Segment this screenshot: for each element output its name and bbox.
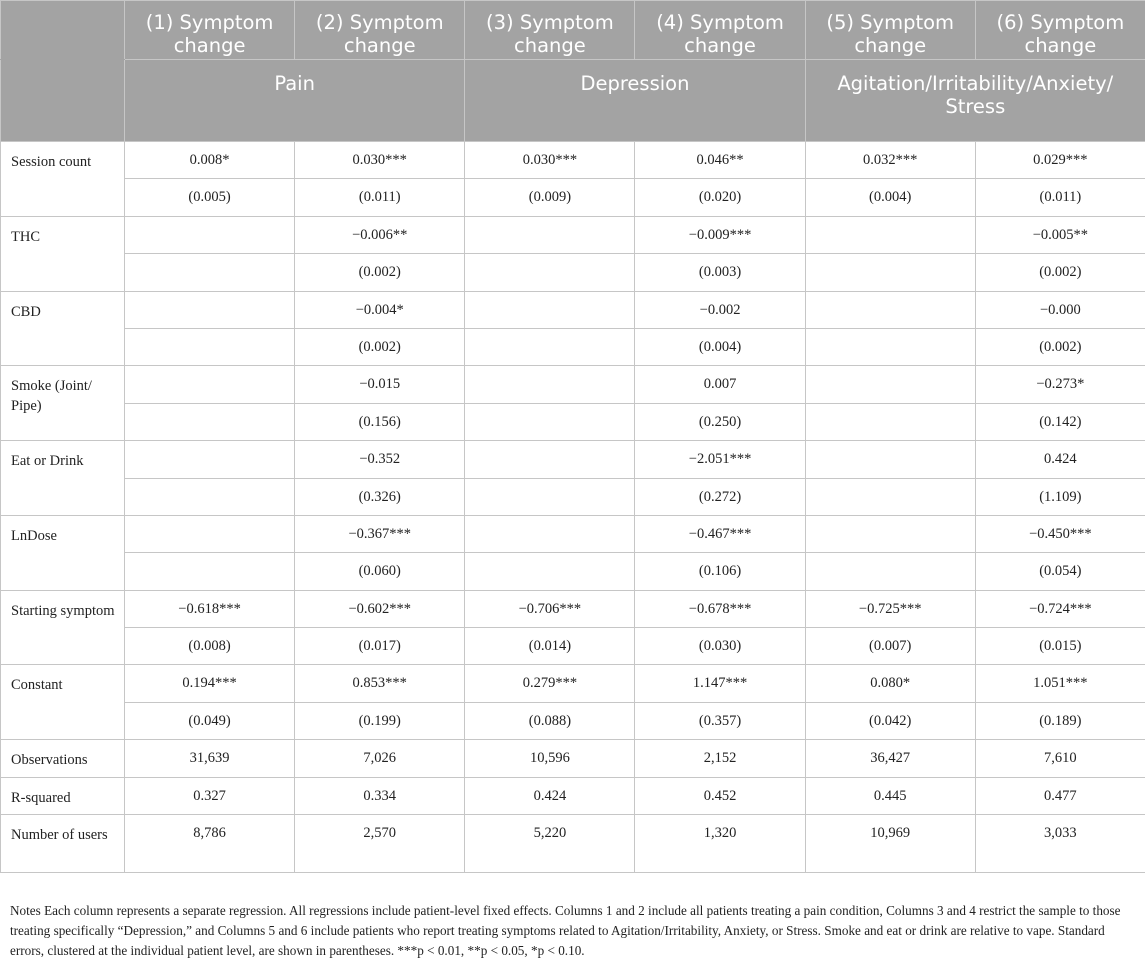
coefficient-cell: −0.009***	[635, 216, 805, 253]
coefficient-cell	[465, 216, 635, 253]
standard-error-cell: (0.005)	[125, 179, 295, 216]
standard-error-cell: (1.109)	[975, 478, 1145, 515]
coefficient-cell	[805, 291, 975, 328]
standard-error-cell	[465, 328, 635, 365]
stat-cell: 0.445	[805, 777, 975, 814]
coefficient-cell: 0.008*	[125, 142, 295, 179]
row-label: Session count	[1, 142, 125, 217]
standard-error-cell: (0.054)	[975, 553, 1145, 590]
standard-error-cell: (0.008)	[125, 628, 295, 665]
standard-error-cell	[125, 254, 295, 291]
standard-error-cell	[465, 254, 635, 291]
row-label: LnDose	[1, 515, 125, 590]
coefficient-cell: −0.450***	[975, 515, 1145, 552]
standard-error-cell: (0.272)	[635, 478, 805, 515]
table-row	[1, 515, 1145, 552]
table-row	[1, 291, 1145, 328]
table-row	[1, 740, 1145, 777]
standard-error-cell: (0.002)	[975, 254, 1145, 291]
coefficient-cell: 0.853***	[295, 665, 465, 702]
coefficient-cell	[805, 216, 975, 253]
stat-cell: 7,026	[295, 740, 465, 777]
standard-error-cell: (0.004)	[635, 328, 805, 365]
column-header: (3) Symptom change	[465, 1, 635, 60]
coefficient-cell: 0.194***	[125, 665, 295, 702]
coefficient-cell: −0.618***	[125, 590, 295, 627]
standard-error-cell: (0.002)	[295, 328, 465, 365]
coefficient-cell: 1.051***	[975, 665, 1145, 702]
coefficient-cell	[125, 216, 295, 253]
standard-error-cell: (0.357)	[635, 702, 805, 739]
table-row	[1, 366, 1145, 403]
stat-cell: 31,639	[125, 740, 295, 777]
standard-error-cell: (0.004)	[805, 179, 975, 216]
table-row	[1, 665, 1145, 702]
coefficient-cell: 0.424	[975, 441, 1145, 478]
coefficient-cell	[465, 366, 635, 403]
stat-cell: 36,427	[805, 740, 975, 777]
coefficient-cell: −0.004*	[295, 291, 465, 328]
coefficient-cell: 0.030***	[465, 142, 635, 179]
standard-error-cell: (0.009)	[465, 179, 635, 216]
standard-error-cell	[805, 254, 975, 291]
standard-error-cell: (0.014)	[465, 628, 635, 665]
row-label: Constant	[1, 665, 125, 740]
group-header-depression: Depression	[465, 60, 805, 142]
standard-error-cell: (0.011)	[975, 179, 1145, 216]
table-row	[1, 254, 1145, 291]
coefficient-cell: −0.352	[295, 441, 465, 478]
coefficient-cell: 0.007	[635, 366, 805, 403]
group-header-pain: Pain	[125, 60, 465, 142]
standard-error-cell: (0.156)	[295, 403, 465, 440]
table-row	[1, 553, 1145, 590]
standard-error-cell: (0.002)	[975, 328, 1145, 365]
table-notes: Notes Each column represents a separate regression. All regressions include patient-level fixed effects. Columns 1 and 2 include all patients treating a pain condition, Columns 3 and 4 restrict the sample to those treating specifically “Depression,” and Columns 5 and 6 include patients who report treating symptoms related to Agitation/Irritability, Anxiety, or Stress. Smoke and eat or drink are relative to vape. Standard errors, clustered at the individual patient level, are shown in parentheses. ***p < 0.01, **p < 0.05, *p < 0.10.	[10, 901, 1138, 961]
coefficient-cell: 0.032***	[805, 142, 975, 179]
stat-cell: 7,610	[975, 740, 1145, 777]
coefficient-cell: −0.725***	[805, 590, 975, 627]
coefficient-cell: −2.051***	[635, 441, 805, 478]
standard-error-cell: (0.189)	[975, 702, 1145, 739]
coefficient-cell	[805, 515, 975, 552]
standard-error-cell: (0.002)	[295, 254, 465, 291]
row-label: THC	[1, 216, 125, 291]
coefficient-cell: −0.015	[295, 366, 465, 403]
table-row	[1, 478, 1145, 515]
table-row	[1, 179, 1145, 216]
standard-error-cell: (0.011)	[295, 179, 465, 216]
row-label: CBD	[1, 291, 125, 366]
stat-cell: 0.424	[465, 777, 635, 814]
coefficient-cell: −0.005**	[975, 216, 1145, 253]
coefficient-cell: −0.002	[635, 291, 805, 328]
coefficient-cell: −0.367***	[295, 515, 465, 552]
standard-error-cell: (0.326)	[295, 478, 465, 515]
coefficient-cell: −0.467***	[635, 515, 805, 552]
standard-error-cell: (0.007)	[805, 628, 975, 665]
coefficient-cell	[125, 441, 295, 478]
standard-error-cell: (0.017)	[295, 628, 465, 665]
stat-cell: 0.477	[975, 777, 1145, 814]
coefficient-cell: −0.678***	[635, 590, 805, 627]
standard-error-cell: (0.106)	[635, 553, 805, 590]
standard-error-cell	[805, 403, 975, 440]
standard-error-cell: (0.199)	[295, 702, 465, 739]
coefficient-cell: −0.000	[975, 291, 1145, 328]
standard-error-cell	[125, 478, 295, 515]
coefficient-cell: 0.046**	[635, 142, 805, 179]
coefficient-cell: 0.029***	[975, 142, 1145, 179]
stat-cell: 5,220	[465, 815, 635, 873]
stat-cell: 2,570	[295, 815, 465, 873]
stat-cell: 2,152	[635, 740, 805, 777]
table-row	[1, 403, 1145, 440]
stat-label: Observations	[1, 740, 125, 777]
coefficient-cell: 0.080*	[805, 665, 975, 702]
stat-cell: 10,596	[465, 740, 635, 777]
stat-cell: 10,969	[805, 815, 975, 873]
standard-error-cell	[465, 478, 635, 515]
standard-error-cell: (0.042)	[805, 702, 975, 739]
table-row	[1, 777, 1145, 814]
coefficient-cell	[465, 441, 635, 478]
column-header: (4) Symptom change	[635, 1, 805, 60]
coefficient-cell	[125, 291, 295, 328]
standard-error-cell: (0.142)	[975, 403, 1145, 440]
table-row	[1, 216, 1145, 253]
standard-error-cell: (0.088)	[465, 702, 635, 739]
table-body	[1, 142, 1145, 873]
stat-cell: 0.452	[635, 777, 805, 814]
standard-error-cell	[125, 403, 295, 440]
standard-error-cell	[805, 553, 975, 590]
stat-label: R-squared	[1, 777, 125, 814]
standard-error-cell	[125, 328, 295, 365]
group-header-agitation: Agitation/Irritability/Anxiety/ Stress	[805, 60, 1145, 142]
coefficient-cell: 0.030***	[295, 142, 465, 179]
coefficient-cell: −0.706***	[465, 590, 635, 627]
coefficient-cell	[465, 515, 635, 552]
table-row	[1, 815, 1145, 873]
stat-cell: 3,033	[975, 815, 1145, 873]
header-corner	[1, 1, 125, 60]
column-header: (1) Symptom change	[125, 1, 295, 60]
table-row	[1, 590, 1145, 627]
table-row	[1, 441, 1145, 478]
coefficient-cell: −0.602***	[295, 590, 465, 627]
standard-error-cell	[805, 328, 975, 365]
standard-error-cell	[125, 553, 295, 590]
stat-cell: 1,320	[635, 815, 805, 873]
stat-label: Number of users	[1, 815, 125, 873]
standard-error-cell: (0.003)	[635, 254, 805, 291]
coefficient-cell: 0.279***	[465, 665, 635, 702]
header-corner-lower	[1, 60, 125, 142]
stat-cell: 0.327	[125, 777, 295, 814]
table-row	[1, 142, 1145, 179]
coefficient-cell: −0.724***	[975, 590, 1145, 627]
standard-error-cell: (0.030)	[635, 628, 805, 665]
column-header: (6) Symptom change	[975, 1, 1145, 60]
standard-error-cell	[465, 553, 635, 590]
row-label: Smoke (Joint/ Pipe)	[1, 366, 125, 441]
coefficient-cell	[465, 291, 635, 328]
row-label: Eat or Drink	[1, 441, 125, 516]
table-row	[1, 628, 1145, 665]
coefficient-cell	[805, 441, 975, 478]
stat-cell: 0.334	[295, 777, 465, 814]
table-row	[1, 702, 1145, 739]
coefficient-cell	[125, 515, 295, 552]
standard-error-cell: (0.060)	[295, 553, 465, 590]
table-row	[1, 328, 1145, 365]
standard-error-cell: (0.020)	[635, 179, 805, 216]
standard-error-cell: (0.015)	[975, 628, 1145, 665]
coefficient-cell	[805, 366, 975, 403]
standard-error-cell	[465, 403, 635, 440]
standard-error-cell: (0.049)	[125, 702, 295, 739]
row-label: Starting symptom	[1, 590, 125, 665]
column-header: (5) Symptom change	[805, 1, 975, 60]
standard-error-cell	[805, 478, 975, 515]
coefficient-cell	[125, 366, 295, 403]
coefficient-cell: 1.147***	[635, 665, 805, 702]
coefficient-cell: −0.273*	[975, 366, 1145, 403]
stat-cell: 8,786	[125, 815, 295, 873]
standard-error-cell: (0.250)	[635, 403, 805, 440]
coefficient-cell: −0.006**	[295, 216, 465, 253]
column-header: (2) Symptom change	[295, 1, 465, 60]
